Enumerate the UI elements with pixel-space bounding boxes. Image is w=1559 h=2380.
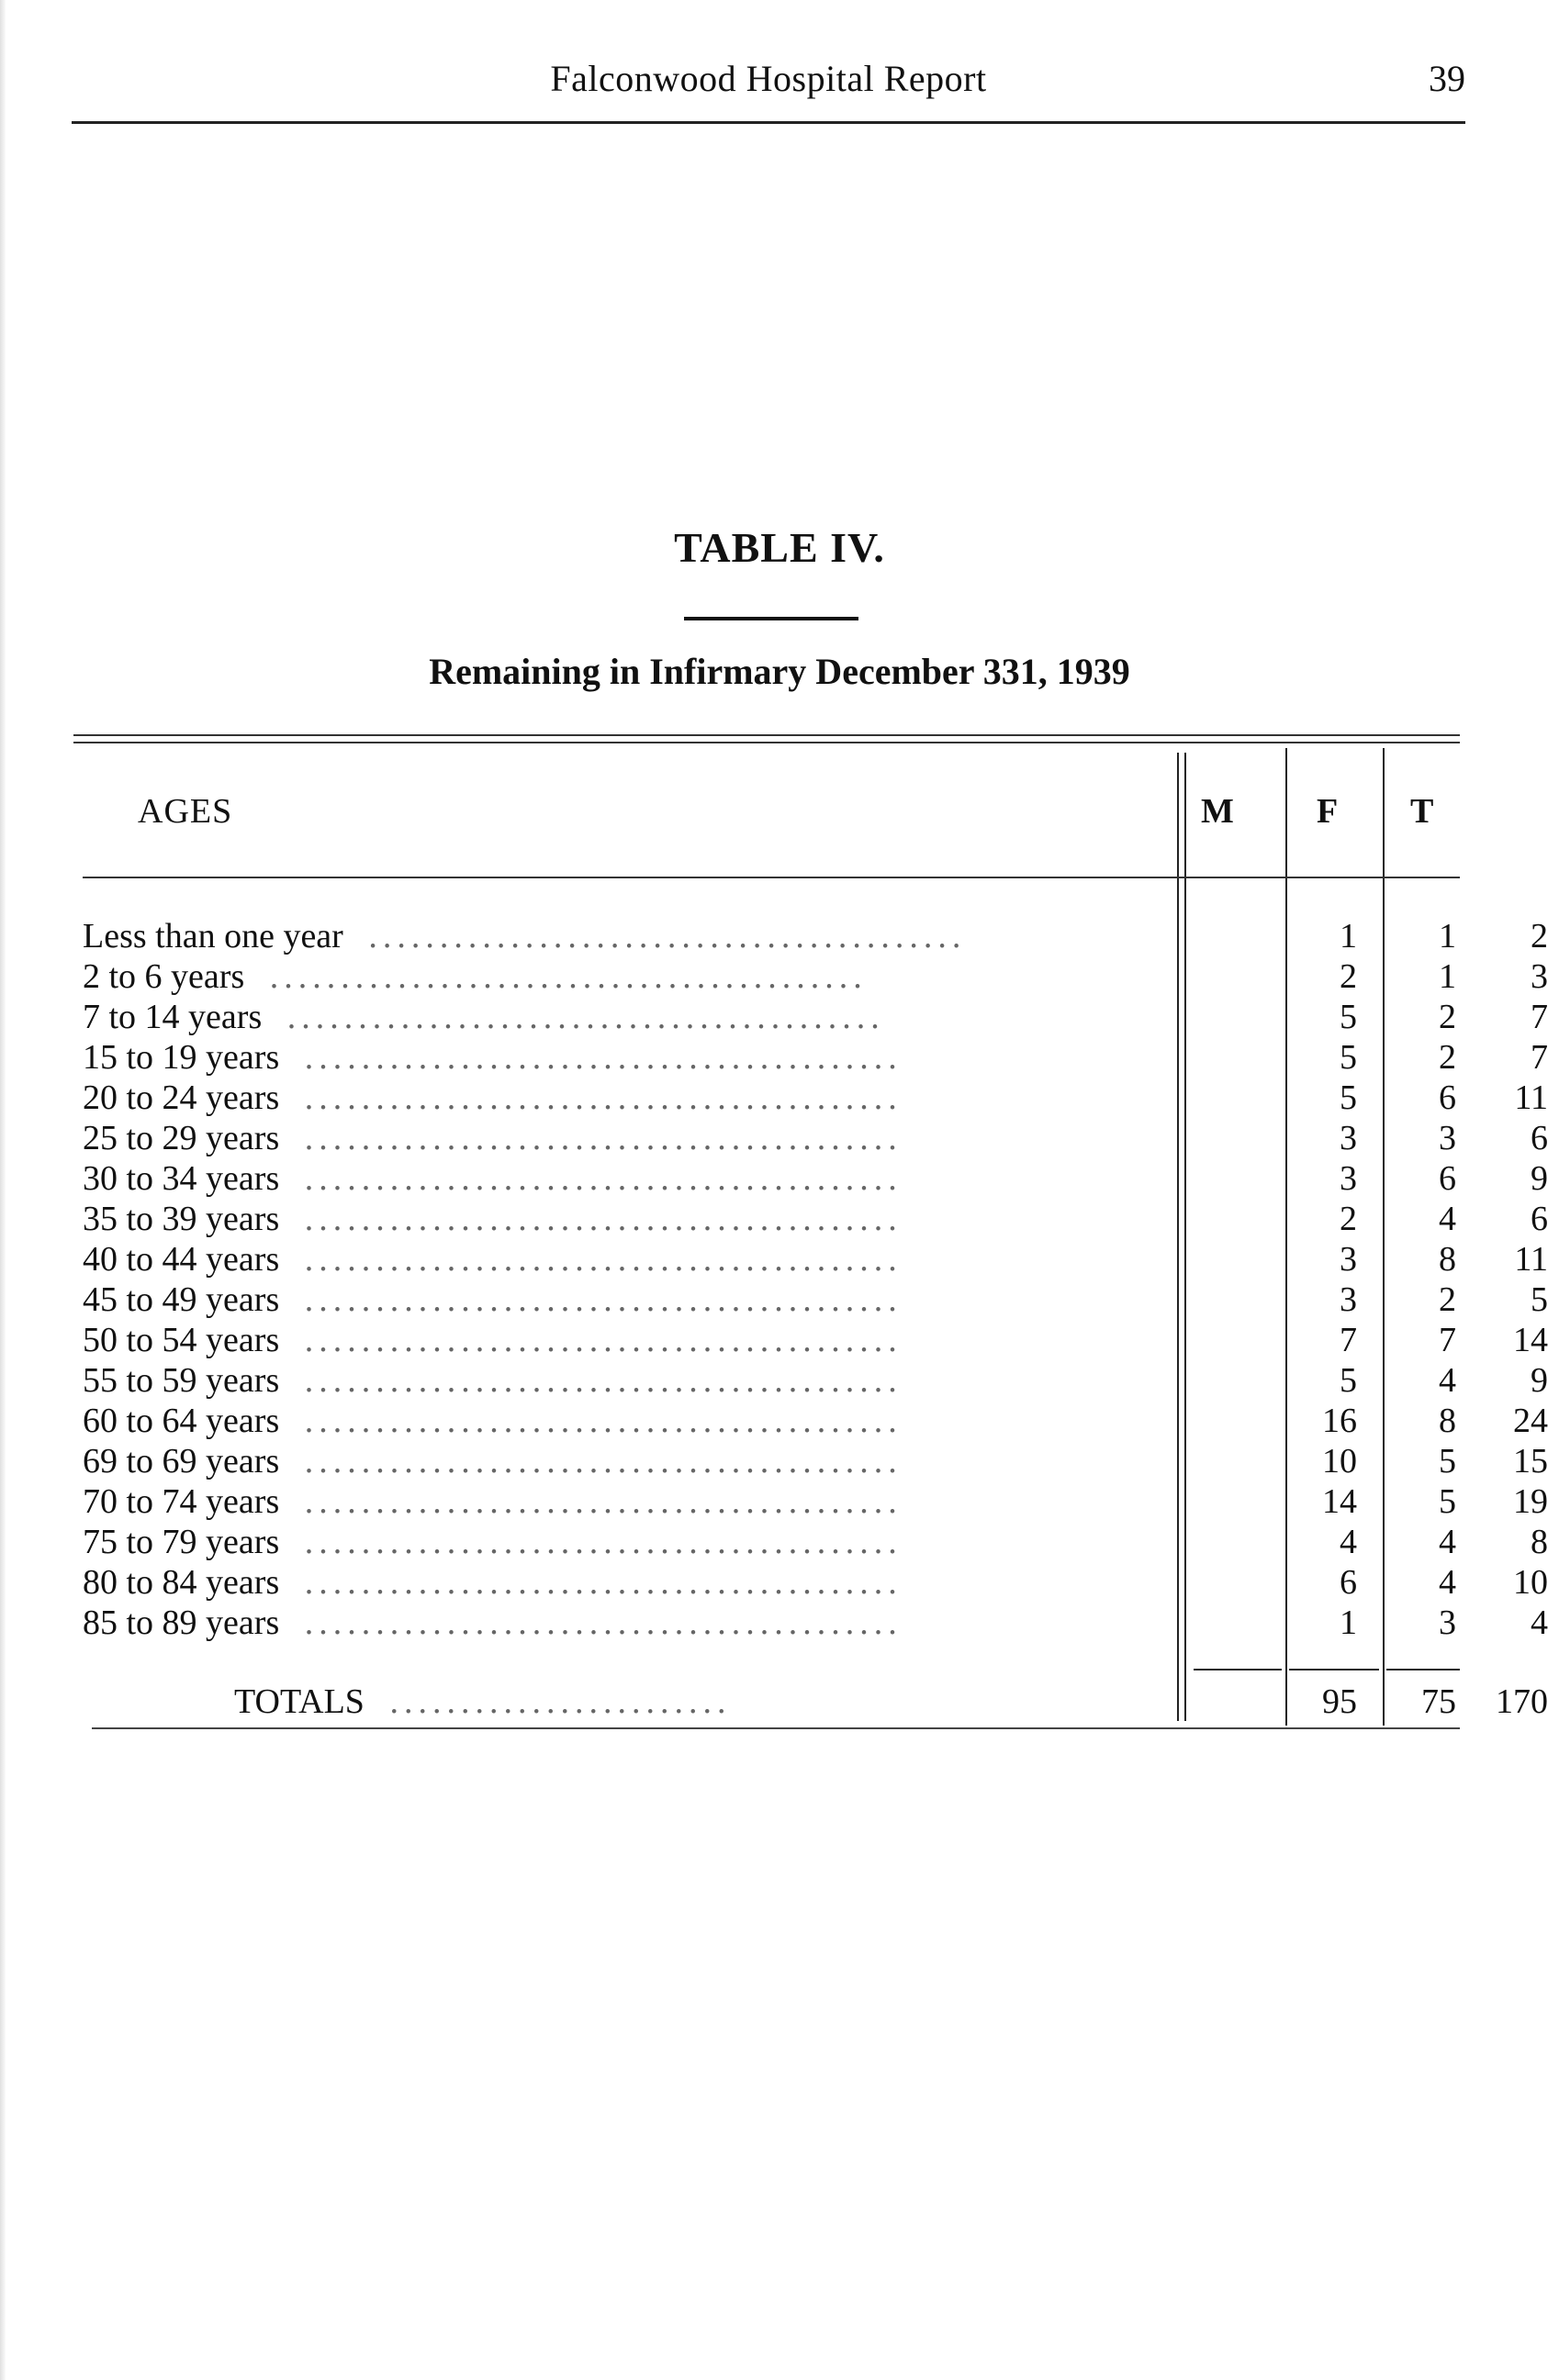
table-row [83, 1239, 1548, 1279]
table-row [83, 997, 1548, 1037]
age-range: 60 to 64 years .......................................... [83, 1402, 903, 1440]
male-count: 6 [1340, 1563, 1357, 1602]
total-count: 14 [1513, 1321, 1548, 1359]
table-row [83, 1118, 1548, 1158]
female-count: 2 [1439, 1280, 1456, 1319]
header-rule [72, 121, 1465, 124]
age-range: 75 to 79 years .......................................... [83, 1523, 903, 1561]
table-row [83, 1078, 1548, 1118]
totals-f: 75 [1421, 1682, 1456, 1721]
age-range: 25 to 29 years .......................................... [83, 1119, 903, 1157]
total-count: 8 [1531, 1523, 1548, 1561]
male-count: 3 [1340, 1280, 1357, 1319]
table-row [83, 1441, 1548, 1481]
column-header-rule [83, 877, 1460, 878]
female-count: 4 [1439, 1361, 1456, 1400]
male-count: 7 [1340, 1321, 1357, 1359]
male-count: 2 [1340, 1200, 1357, 1238]
table-row [83, 1481, 1548, 1522]
totals-label: TOTALS ........................ [234, 1682, 732, 1721]
table-top-rule-double [73, 742, 1460, 743]
male-count: 4 [1340, 1523, 1357, 1561]
table-row [83, 1401, 1548, 1441]
table-row [83, 1199, 1548, 1239]
totals-rule-m [1194, 1669, 1282, 1670]
total-count: 11 [1514, 1078, 1548, 1117]
total-count: 5 [1531, 1280, 1548, 1319]
totals-rule-t [1386, 1669, 1460, 1670]
total-count: 3 [1531, 957, 1548, 996]
total-count: 9 [1531, 1361, 1548, 1400]
running-head [72, 57, 1465, 112]
table-row [83, 1158, 1548, 1199]
totals-rule-f [1289, 1669, 1379, 1670]
age-range: 15 to 19 years .......................................... [83, 1038, 903, 1077]
age-range: 40 to 44 years .......................................... [83, 1240, 903, 1279]
total-count: 9 [1531, 1159, 1548, 1198]
female-count: 2 [1439, 998, 1456, 1036]
female-count: 3 [1439, 1119, 1456, 1157]
table-subtitle: Remaining in Infirmary December 331, 1939 [429, 651, 1130, 692]
age-range: 50 to 54 years .......................................... [83, 1321, 903, 1359]
title-underline [684, 617, 858, 620]
age-range: 7 to 14 years .......................................... [83, 998, 885, 1036]
age-range: 45 to 49 years .......................................... [83, 1280, 903, 1319]
male-count: 16 [1322, 1402, 1357, 1440]
male-count: 3 [1340, 1159, 1357, 1198]
male-count: 14 [1322, 1482, 1357, 1521]
table-row [83, 1320, 1548, 1360]
female-count: 5 [1439, 1442, 1456, 1481]
total-count: 19 [1513, 1482, 1548, 1521]
table-row [83, 1279, 1548, 1320]
female-count: 1 [1439, 957, 1456, 996]
total-count: 7 [1531, 1038, 1548, 1077]
totals-t: 170 [1496, 1682, 1548, 1721]
age-range: 69 to 69 years .......................................... [83, 1442, 903, 1481]
table-row [83, 1522, 1548, 1562]
total-count: 6 [1531, 1200, 1548, 1238]
total-count: 2 [1531, 917, 1548, 955]
age-range: 30 to 34 years .......................................... [83, 1159, 903, 1198]
female-count: 6 [1439, 1159, 1456, 1198]
male-count: 5 [1340, 998, 1357, 1036]
age-range: 70 to 74 years .......................................... [83, 1482, 903, 1521]
female-count: 5 [1439, 1482, 1456, 1521]
male-count: 1 [1340, 1603, 1357, 1642]
female-count: 1 [1439, 917, 1456, 955]
table-row [83, 956, 1548, 997]
male-count: 5 [1340, 1361, 1357, 1400]
female-count: 4 [1439, 1523, 1456, 1561]
total-count: 24 [1513, 1402, 1548, 1440]
page-number: 39 [1429, 58, 1465, 99]
running-title: Falconwood Hospital Report [550, 58, 987, 99]
male-count: 2 [1340, 957, 1357, 996]
male-count: 5 [1340, 1038, 1357, 1077]
table-row [83, 1562, 1548, 1603]
total-count: 11 [1514, 1240, 1548, 1279]
total-count: 10 [1513, 1563, 1548, 1602]
column-header-m: M [1201, 792, 1234, 831]
total-count: 4 [1531, 1603, 1548, 1642]
male-count: 1 [1340, 917, 1357, 955]
column-header-ages: AGES [138, 792, 233, 831]
age-range: 20 to 24 years .......................................... [83, 1078, 903, 1117]
female-count: 3 [1439, 1603, 1456, 1642]
female-count: 4 [1439, 1200, 1456, 1238]
male-count: 5 [1340, 1078, 1357, 1117]
female-count: 8 [1439, 1402, 1456, 1440]
total-count: 7 [1531, 998, 1548, 1036]
male-count: 3 [1340, 1119, 1357, 1157]
female-count: 8 [1439, 1240, 1456, 1279]
male-count: 10 [1322, 1442, 1357, 1481]
page-edge-shadow [0, 0, 6, 2380]
age-range: 85 to 89 years .......................................... [83, 1603, 903, 1642]
table-title: TABLE IV. [674, 524, 885, 571]
column-header-t: T [1410, 792, 1434, 831]
female-count: 7 [1439, 1321, 1456, 1359]
total-count: 15 [1513, 1442, 1548, 1481]
table-top-rule [73, 734, 1460, 736]
age-range: 2 to 6 years .......................................... [83, 957, 868, 996]
totals-m: 95 [1322, 1682, 1357, 1721]
table-bottom-rule [92, 1727, 1460, 1729]
female-count: 2 [1439, 1038, 1456, 1077]
table-row [83, 1037, 1548, 1078]
female-count: 6 [1439, 1078, 1456, 1117]
total-count: 6 [1531, 1119, 1548, 1157]
age-range: 80 to 84 years .......................................... [83, 1563, 903, 1602]
table-row [83, 1360, 1548, 1401]
column-header-f: F [1317, 792, 1339, 831]
table-row [83, 916, 1548, 956]
age-range: 55 to 59 years .......................................... [83, 1361, 903, 1400]
female-count: 4 [1439, 1563, 1456, 1602]
male-count: 3 [1340, 1240, 1357, 1279]
totals-row [83, 1682, 1548, 1727]
age-range: Less than one year .......................................... [83, 917, 967, 955]
table-body [83, 916, 1548, 1643]
table-row [83, 1603, 1548, 1643]
age-range: 35 to 39 years .......................................... [83, 1200, 903, 1238]
